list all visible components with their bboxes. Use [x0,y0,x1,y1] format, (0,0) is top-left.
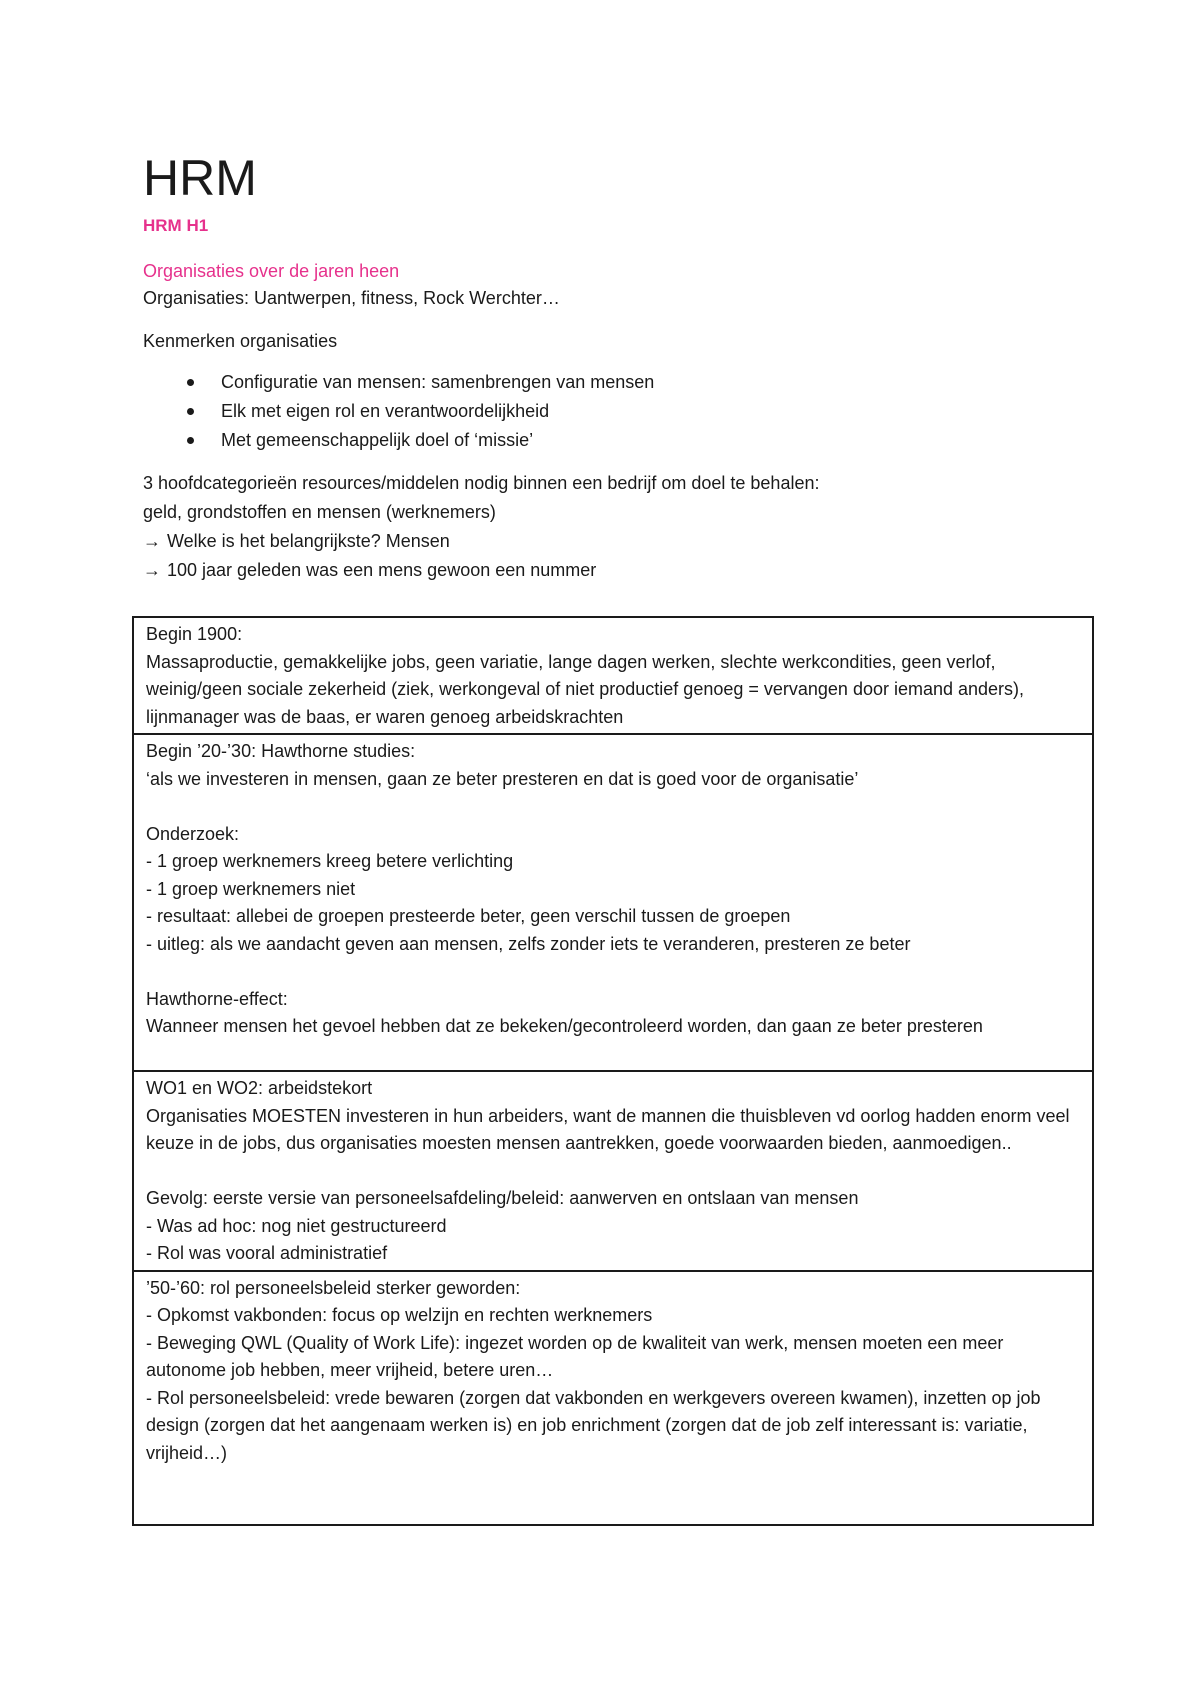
cell-point: - Rol personeelsbeleid: vrede bewaren (zorgen dat vakbonden en werkgevers overeen kwamen), inzetten op job design (zorgen dat het aangenaam werken is) en job enrichment (zorgen dat de job zelf interessant is: variatie, vrijheid…) [146,1387,1041,1463]
arrow-line-2-text: 100 jaar geleden was een mens gewoon een nummer [167,560,597,580]
cell-heading: WO1 en WO2: arbeidstekort [146,1078,373,1098]
list-item-text: Configuratie van mensen: samenbrengen van mensen [221,372,655,392]
gevolg-line: Gevolg: eerste versie van personeelsafdeling/beleid: aanwerven en ontslaan van mensen [146,1188,859,1208]
resources-line-2: geld, grondstoffen en mensen (werknemers) [143,502,496,522]
gevolg-item: - Was ad hoc: nog niet gestructureerd [146,1215,447,1236]
blank-line [146,958,1080,986]
list-item-text: Met gemeenschappelijk doel of ‘missie’ [221,430,534,450]
blank-line [146,1158,1080,1186]
timeline-table [132,616,1094,1526]
kenmerken-list [143,368,1093,455]
resources-line-1: 3 hoofdcategorieën resources/middelen nodig binnen een bedrijf om doel te behalen: [143,473,820,493]
effect-text: Wanneer mensen het gevoel hebben dat ze bekeken/gecontroleerd worden, dan gaan ze beter presteren [146,1016,983,1036]
list-item-text: Elk met eigen rol en verantwoordelijkheid [221,401,550,421]
blank-line [146,1041,1080,1069]
organisaties-line: Organisaties: Uantwerpen, fitness, Rock Werchter… [143,288,560,308]
cell-text: Massaproductie, gemakkelijke jobs, geen variatie, lange dagen werken, slechte werkcondities, geen verlof, weinig/geen sociale zekerheid (ziek, werkongeval of niet productief genoeg = vervangen door iemand anders), lijnmanager was de baas, er waren genoeg arbeidskrachten [146,651,1025,727]
bullet-icon [187,408,194,415]
gevolg-item: - Rol was vooral administratief [146,1243,388,1263]
cell-point: - Beweging QWL (Quality of Work Life): ingezet worden op de kwaliteit van werk, mensen moeten een meer autonome job hebben, meer vrijheid, betere uren… [146,1332,1004,1380]
blank-line [146,793,1080,821]
onderzoek-item: - resultaat: allebei de groepen presteerde beter, geen verschil tussen de groepen [146,906,791,926]
arrow-right-icon: → [143,560,161,580]
onderzoek-item: - 1 groep werknemers niet [146,878,356,899]
cell-text: Organisaties MOESTEN investeren in hun arbeiders, want de mannen die thuisbleven vd oorlog hadden enorm veel keuze in de jobs, dus organisaties moesten mensen aantrekken, goede voorwaarden bieden, aanmoedigen.. [146,1105,1070,1153]
onderzoek-heading: Onderzoek: [146,823,240,844]
cell-point: - Opkomst vakbonden: focus op welzijn en rechten werknemers [146,1305,653,1325]
onderzoek-item: - 1 groep werknemers kreeg betere verlichting [146,851,514,871]
document-subtitle: HRM H1 [143,216,209,235]
arrow-line-2 [143,556,1093,585]
list-item [143,426,1093,455]
list-item [143,397,1093,426]
arrow-line-1-text: Welke is het belangrijkste? Mensen [167,531,450,551]
document-title: HRM [143,150,257,206]
kenmerken-heading: Kenmerken organisaties [143,331,338,351]
bullet-icon [187,379,194,386]
list-item [143,368,1093,397]
arrow-line-1 [143,527,1093,556]
section-heading: Organisaties over de jaren heen [143,261,400,281]
cell-heading: Begin ’20-’30: Hawthorne studies: [146,741,416,761]
arrow-right-icon: → [143,531,161,551]
effect-heading: Hawthorne-effect: [146,988,288,1009]
timeline-cell-50-60 [134,1272,1092,1525]
cell-quote: ‘als we investeren in mensen, gaan ze beter presteren en dat is goed voor de organisatie’ [146,768,859,789]
cell-heading: Begin 1900: [146,624,243,644]
blank-line [146,1467,1080,1495]
onderzoek-item: - uitleg: als we aandacht geven aan mensen, zelfs zonder iets te veranderen, presteren ze beter [146,933,911,954]
timeline-cell-wo1-wo2 [134,1072,1092,1272]
blank-line [146,1495,1080,1523]
timeline-cell-hawthorne [134,735,1092,1072]
cell-heading: ’50-’60: rol personeelsbeleid sterker geworden: [146,1277,521,1298]
document-content [143,150,1093,585]
timeline-cell-begin-1900 [134,618,1092,735]
bullet-icon [187,437,194,444]
